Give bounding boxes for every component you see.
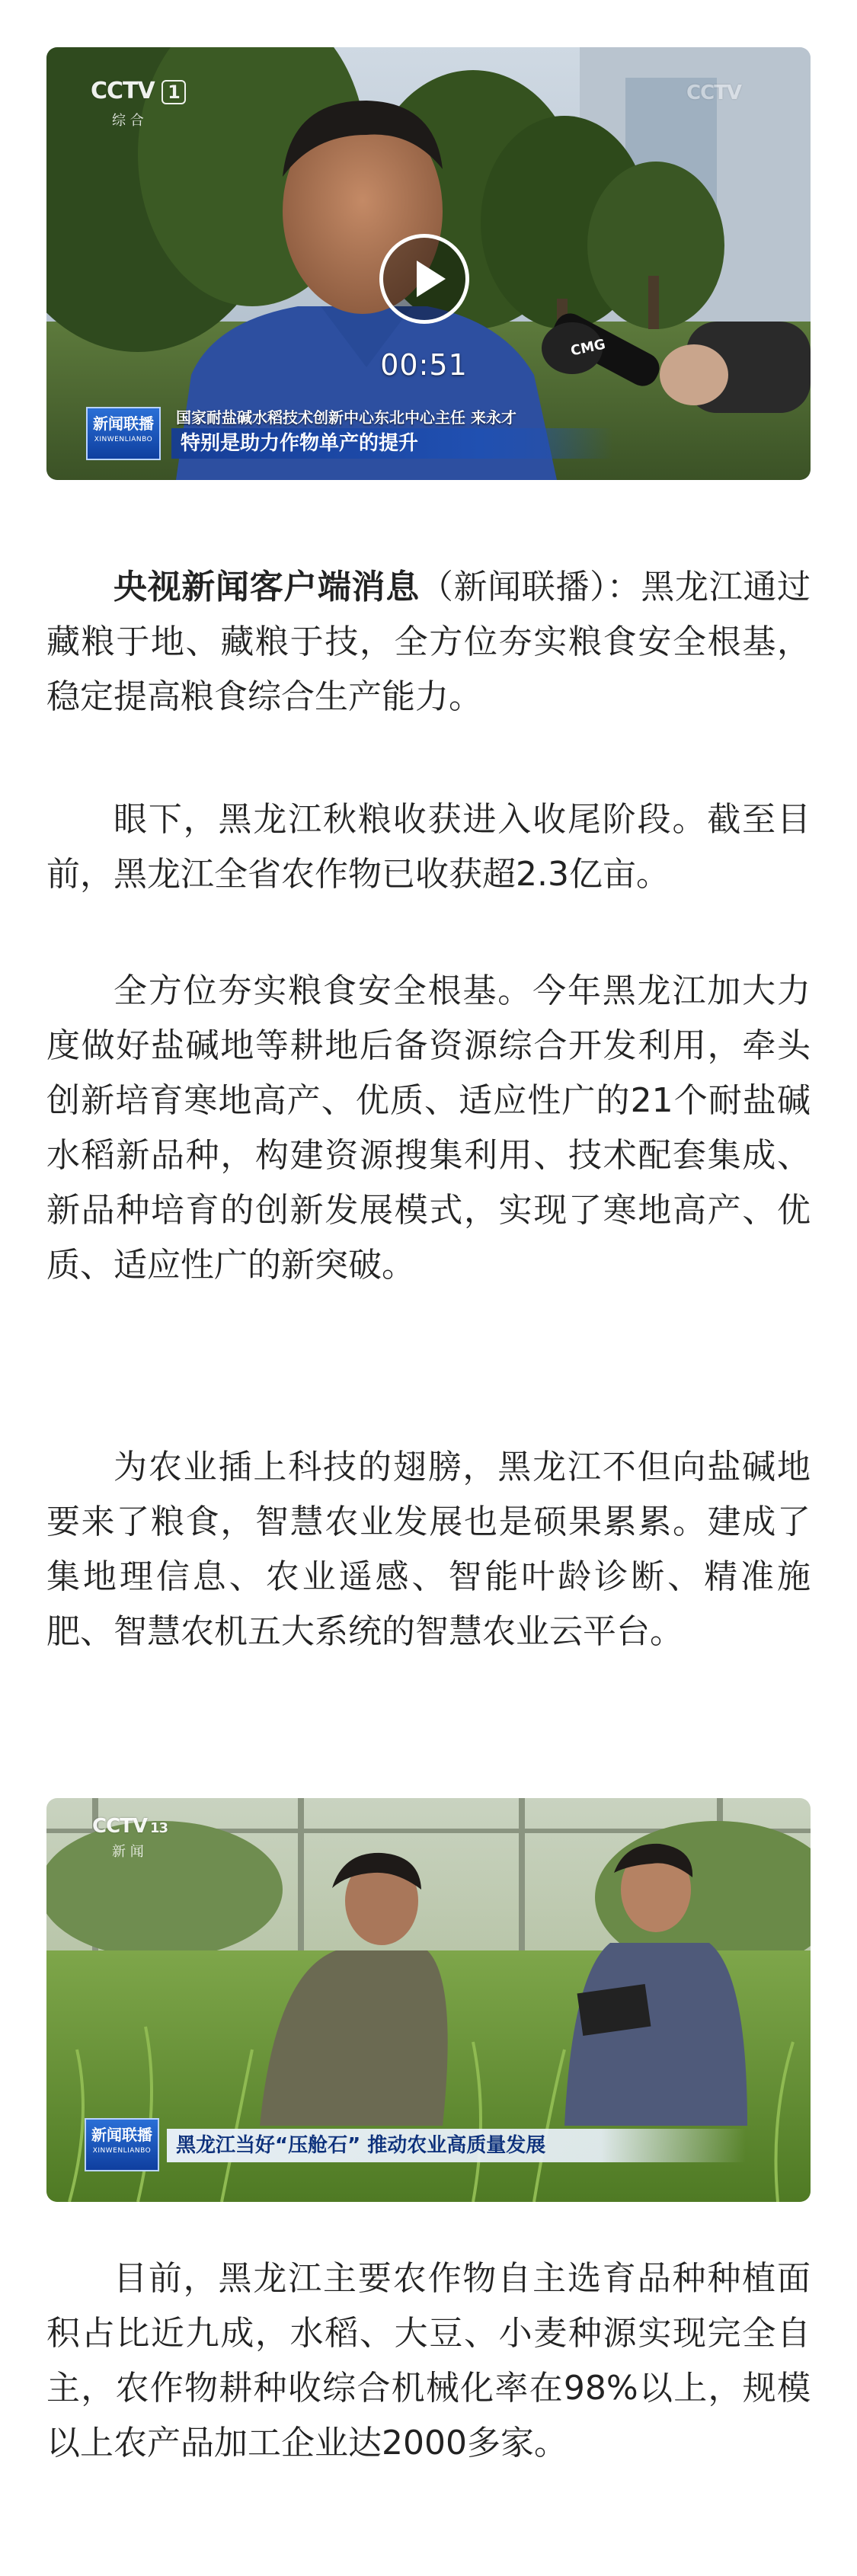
video-player[interactable]: [46, 47, 811, 480]
watermark-logo: CCTV: [686, 82, 742, 104]
channel-sub-label: 综 合: [112, 113, 144, 129]
paragraph-3: 全方位夯实粮食安全根基。今年黑龙江加大力度做好盐碱地等耕地后备资源综合开发利用，牵头创新培育寒地高产、优质、适应性广的21个耐盐碱水稻新品种，构建资源搜集利用、技术配套集成、新品种培育的创新发展模式，实现了寒地高产、优质、适应性广的新突破。: [46, 971, 811, 1285]
paragraph-1: 央视新闻客户端消息（新闻联播）：黑龙江通过藏粮于地、藏粮于技，全方位夯实粮食安全根基，稳定提高粮食综合生产能力。: [46, 568, 811, 716]
cctv-logo: CCTV 13: [92, 1815, 168, 1838]
paragraph-5: 目前，黑龙江主要农作物自主选育品种种植面积占比近九成，水稻、大豆、小麦种源实现完全自主，农作物耕种收综合机械化率在98%以上，规模以上农产品加工企业达2000多家。: [46, 2259, 811, 2462]
channel-sub-label: 新 闻: [112, 1844, 144, 1860]
mic-label: CMG: [569, 336, 607, 360]
program-logo: 新闻联播 XINWENLIANBO: [85, 2118, 159, 2171]
image-caption: 黑龙江当好“压舱石” 推动农业高质量发展: [167, 2129, 746, 2162]
play-icon[interactable]: [379, 234, 469, 324]
article-image[interactable]: [46, 1798, 811, 2202]
paragraph-2: 眼下，黑龙江秋粮收获进入收尾阶段。截至目前，黑龙江全省农作物已收获超2.3亿亩。: [46, 800, 811, 894]
source-label: 央视新闻客户端消息: [114, 568, 420, 606]
program-logo: 新闻联播 XINWENLIANBO: [86, 407, 161, 460]
video-duration: 00:51: [380, 348, 468, 382]
speaker-title: 国家耐盐碱水稻技术创新中心东北中心主任 来永才: [176, 408, 516, 427]
video-subtitle: 特别是助力作物单产的提升: [171, 428, 613, 459]
cctv-logo: CCTV 1: [91, 78, 186, 104]
paragraph-4: 为农业插上科技的翅膀，黑龙江不但向盐碱地要来了粮食，智慧农业发展也是硕果累累。建成了集地理信息、农业遥感、智能叶龄诊断、精准施肥、智慧农机五大系统的智慧农业云平台。: [46, 1448, 811, 1651]
